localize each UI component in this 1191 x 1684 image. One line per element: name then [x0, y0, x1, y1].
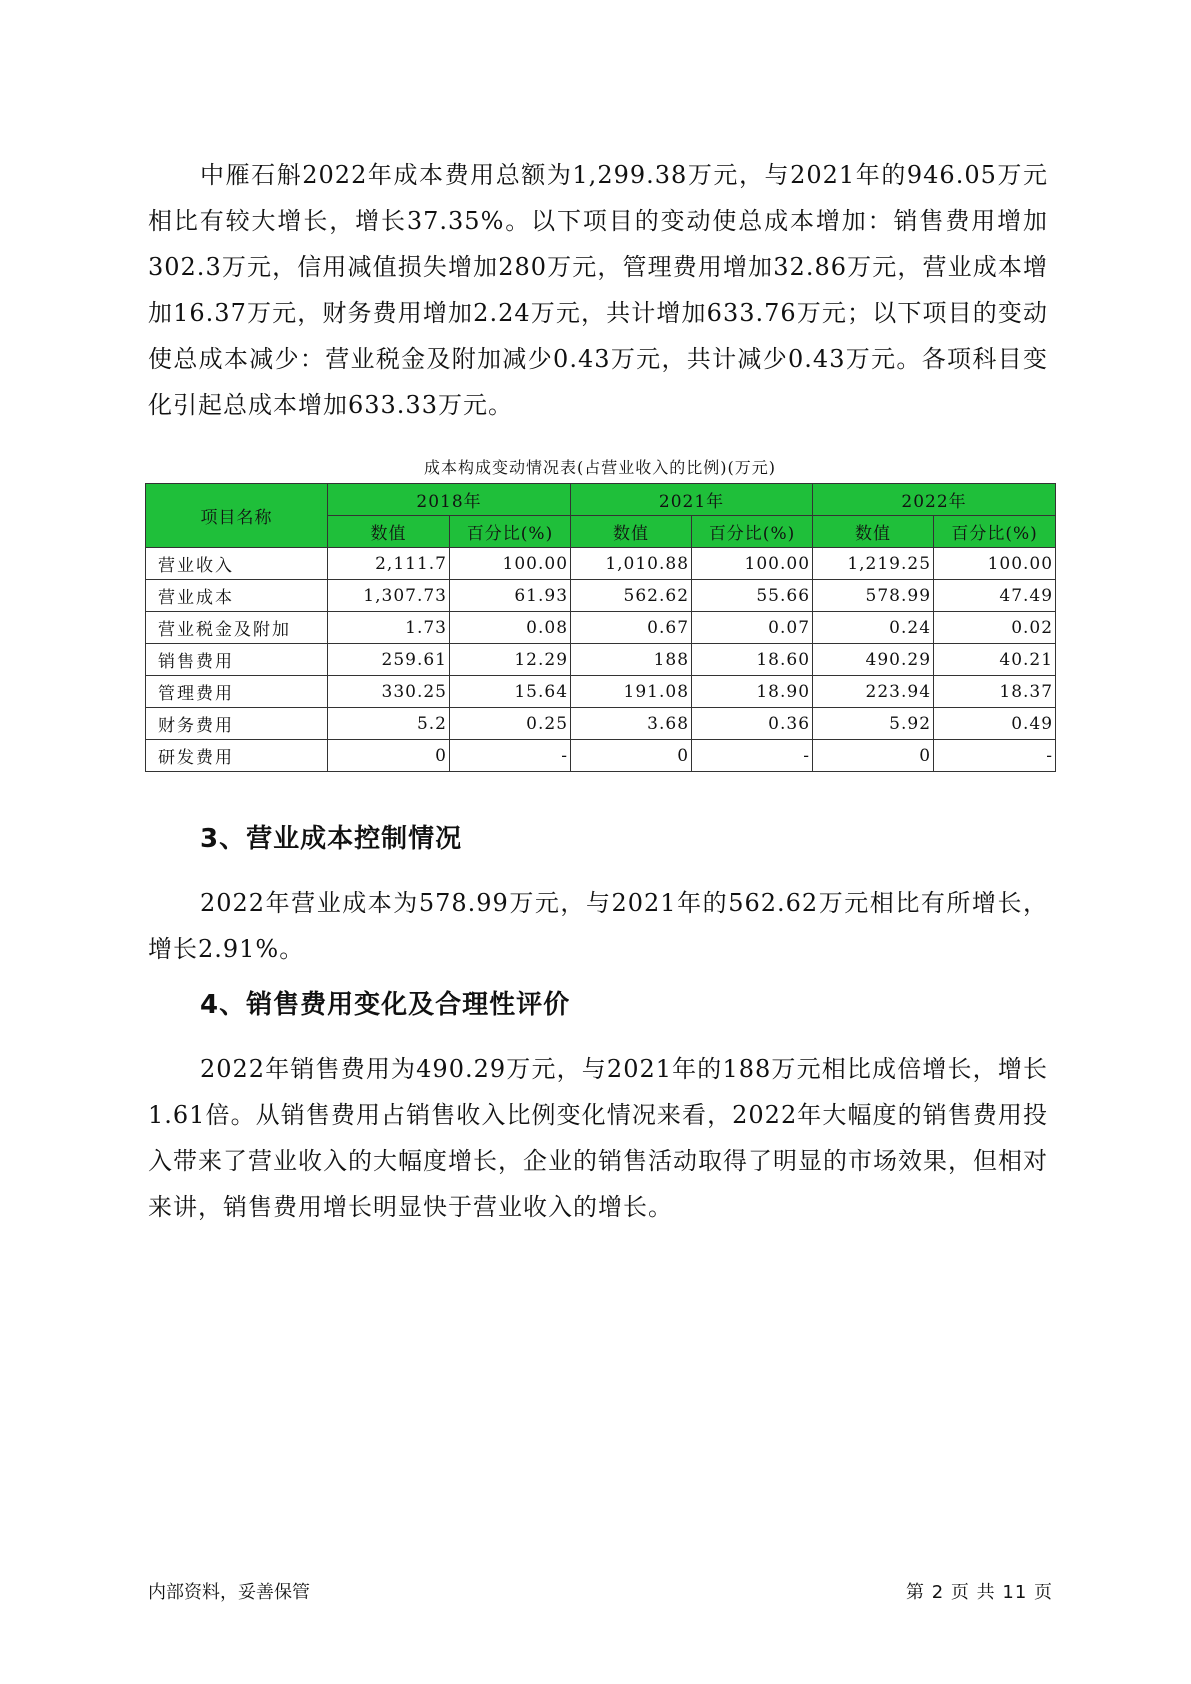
cell-value: 0.67: [571, 612, 692, 644]
value-header: 数值: [328, 516, 450, 548]
cell-percent: 47.49: [934, 580, 1056, 612]
value-header: 数值: [813, 516, 934, 548]
row-name: 研发费用: [146, 740, 328, 772]
cell-value: 490.29: [813, 644, 934, 676]
cell-percent: 18.60: [692, 644, 813, 676]
row-name: 营业成本: [146, 580, 328, 612]
value-header: 数值: [571, 516, 692, 548]
cell-value: 191.08: [571, 676, 692, 708]
table-row: [146, 548, 1056, 580]
row-name: 营业税金及附加: [146, 612, 328, 644]
cell-percent: -: [692, 740, 813, 772]
cell-value: 1.73: [328, 612, 450, 644]
cell-percent: -: [934, 740, 1056, 772]
cell-value: 0: [571, 740, 692, 772]
year-header-2022: 2022年: [813, 484, 1056, 516]
table-row: [146, 740, 1056, 772]
section3-paragraph: 2022年营业成本为578.99万元，与2021年的562.62万元相比有所增长，增长2.91%。: [148, 889, 1048, 963]
table-row: [146, 612, 1056, 644]
cell-value: 562.62: [571, 580, 692, 612]
row-name: 管理费用: [146, 676, 328, 708]
section4-paragraph: 2022年销售费用为490.29万元，与2021年的188万元相比成倍增长，增长1.61倍。从销售费用占销售收入比例变化情况来看，2022年大幅度的销售费用投入带来了营业收入的大幅度增长，企业的销售活动取得了明显的市场效果，但相对来讲，销售费用增长明显快于营业收入的增长。: [148, 1055, 1048, 1221]
cell-percent: 0.07: [692, 612, 813, 644]
percent-header: 百分比(%): [934, 516, 1056, 548]
item-name-header: 项目名称: [146, 484, 328, 548]
row-name: 财务费用: [146, 708, 328, 740]
year-header-2021: 2021年: [571, 484, 813, 516]
page-number: 第 2 页 共 11 页: [906, 1582, 1053, 1603]
row-name: 销售费用: [146, 644, 328, 676]
table-row: [146, 580, 1056, 612]
cell-value: 5.2: [328, 708, 450, 740]
table-row: [146, 676, 1056, 708]
cell-value: 578.99: [813, 580, 934, 612]
cell-value: 0: [813, 740, 934, 772]
cell-percent: 100.00: [450, 548, 571, 580]
table-caption: 成本构成变动情况表(占营业收入的比例)(万元): [424, 458, 776, 477]
cell-value: 0.24: [813, 612, 934, 644]
cell-percent: 0.02: [934, 612, 1056, 644]
table-row: [146, 644, 1056, 676]
cell-percent: 0.08: [450, 612, 571, 644]
cell-percent: 100.00: [934, 548, 1056, 580]
cell-value: 5.92: [813, 708, 934, 740]
cell-percent: 0.25: [450, 708, 571, 740]
cell-value: 188: [571, 644, 692, 676]
cell-value: 0: [328, 740, 450, 772]
cell-percent: 18.90: [692, 676, 813, 708]
row-name: 营业收入: [146, 548, 328, 580]
table-row: [146, 708, 1056, 740]
cell-value: 223.94: [813, 676, 934, 708]
cell-value: 259.61: [328, 644, 450, 676]
cell-value: 1,010.88: [571, 548, 692, 580]
section3-heading: 3、营业成本控制情况: [200, 824, 463, 854]
cell-percent: 12.29: [450, 644, 571, 676]
cell-percent: 100.00: [692, 548, 813, 580]
cell-percent: -: [450, 740, 571, 772]
footer-confidential-note: 内部资料，妥善保管: [148, 1582, 310, 1603]
cell-percent: 15.64: [450, 676, 571, 708]
section4-heading: 4、销售费用变化及合理性评价: [200, 990, 571, 1020]
cell-percent: 0.36: [692, 708, 813, 740]
cell-percent: 0.49: [934, 708, 1056, 740]
cell-percent: 40.21: [934, 644, 1056, 676]
percent-header: 百分比(%): [450, 516, 571, 548]
cost-composition-table: [145, 483, 1056, 772]
cell-percent: 55.66: [692, 580, 813, 612]
table-header-row-years: [146, 484, 1056, 516]
cell-value: 3.68: [571, 708, 692, 740]
cell-value: 330.25: [328, 676, 450, 708]
cell-value: 2,111.7: [328, 548, 450, 580]
cell-percent: 61.93: [450, 580, 571, 612]
cell-value: 1,219.25: [813, 548, 934, 580]
summary-paragraph: 中雁石斛2022年成本费用总额为1,299.38万元，与2021年的946.05万元相比有较大增长，增长37.35%。以下项目的变动使总成本增加：销售费用增加302.3万元，信用减值损失增加280万元，管理费用增加32.86万元，营业成本增加16.37万元，财务费用增加2.24万元，共计增加633.76万元；以下项目的变动使总成本减少：营业税金及附加减少0.43万元，共计减少0.43万元。各项科目变化引起总成本增加633.33万元。: [148, 161, 1048, 419]
year-header-2018: 2018年: [328, 484, 571, 516]
cell-value: 1,307.73: [328, 580, 450, 612]
percent-header: 百分比(%): [692, 516, 813, 548]
cell-percent: 18.37: [934, 676, 1056, 708]
